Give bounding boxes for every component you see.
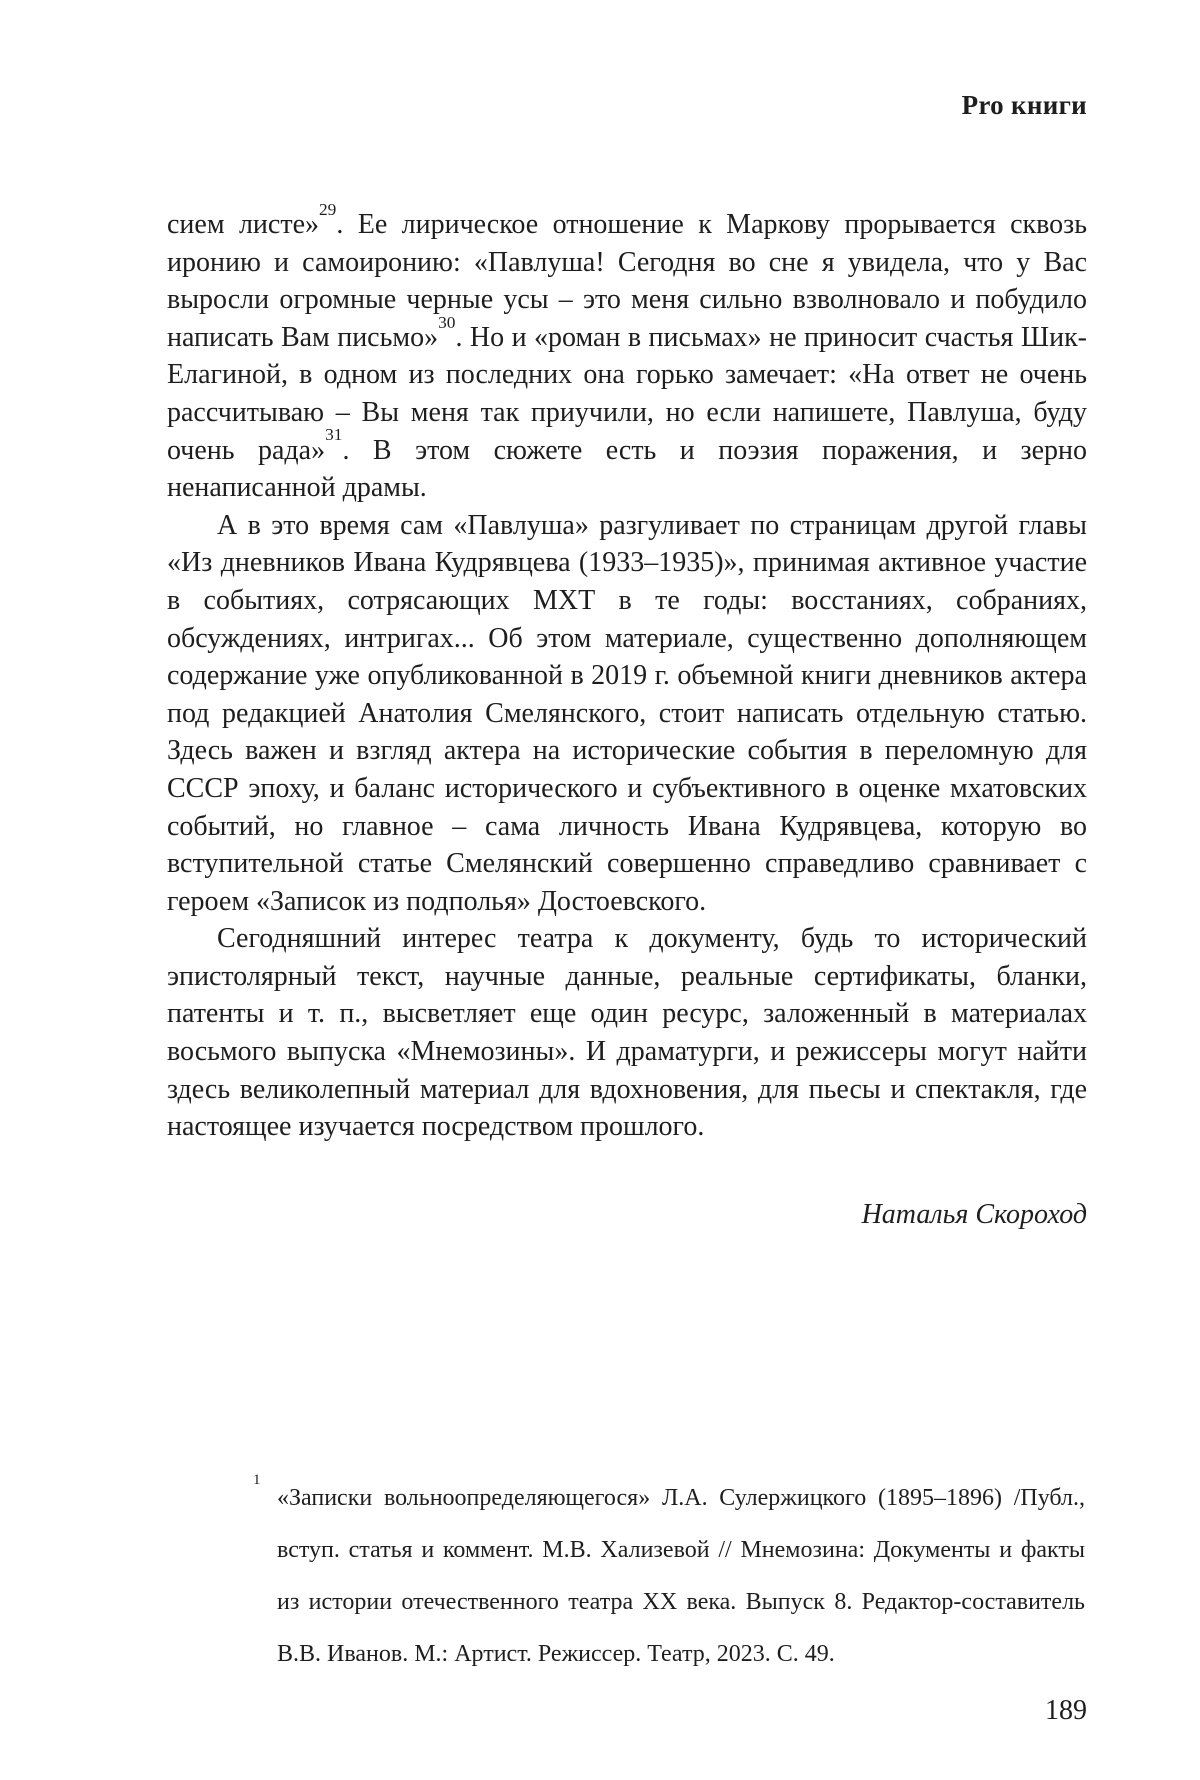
footnote-text: «Записки вольноопределяющегося» Л.А. Сулержицкого (1895–1896) /Публ., вступ. статья и коммент. М.В. Хализевой // Мнемозина: Документы и факты из истории отечественного театра XX века. Выпуск 8. Редактор-составитель В.В. Иванов. М.: Артист. Режиссер. Театр, 2023. С. 49. bbox=[277, 1485, 1085, 1667]
page-number: 189 bbox=[1045, 1695, 1087, 1726]
footnote-reference: 31 bbox=[325, 425, 343, 445]
footnote: 1 «Записки вольноопределяющегося» Л.А. Сулержицкого (1895–1896) /Публ., вступ. статья и коммент. М.В. Хализевой // Мнемозина: Документы и факты из истории отечественного театра XX века. Выпуск 8. Редактор-составитель В.В. Иванов. М.: Артист. Режиссер. Театр, 2023. С. 49. bbox=[253, 1472, 1085, 1667]
paragraph: Сегодняшний интерес театра к документу, будь то исторический эпистолярный текст, научные данные, реальные сертификаты, бланки, патенты и т. п., высветляет еще один ресурс, заложенный в материалах восьмого выпуска «Мнемозины». И драматурги, и режиссеры могут найти здесь великолепный материал для вдохновения, для пьесы и спектакля, где настоящее изучается посредством прошлого. bbox=[167, 923, 1087, 1143]
footnote-reference: 29 bbox=[319, 199, 337, 219]
running-header: Pro книги bbox=[961, 90, 1087, 120]
author-signature: Наталья Скороход bbox=[861, 1198, 1087, 1230]
footnote-reference: 30 bbox=[438, 312, 456, 332]
article-body bbox=[167, 199, 1087, 1233]
paragraph: А в это время сам «Павлуша» разгуливает по страницам другой главы «Из дневников Ивана Кудрявцева (1933–1935)», принимая активное участие в событиях, сотрясающих МХТ в те годы: восстаниях, собраниях, обсуждениях, интригах... Об этом материале, существенно дополняющем содержание уже опубликованной в 2019 г. объемной книги дневников актера под редакцией Анатолия Смелянского, стоит написать отдельную статью. Здесь важен и взгляд актера на исторические события в переломную для СССР эпоху, и баланс исторического и субъективного в оценке мхатовских событий, но главное – сама личность Ивана Кудрявцева, которую во вступительной статье Смелянский совершенно справедливо сравнивает с героем «Записок из подполья» Достоевского. bbox=[167, 509, 1087, 917]
paragraph: сием листе»$^{29}$. Ее лирическое отношение к Маркову прорывается сквозь иронию и самоиронию: «Павлуша! Сегодня во сне я увидела, что у Вас выросли огромные черные усы – это меня сильно взволновало и побудило написать Вам письмо»$^{30}$. Но и «роман в письмах» не приносит счастья Шик-Елагиной, в одном из последних она горько замечает: «На ответ не очень рассчитываю – Вы меня так приучили, но если напишете, Павлуша, буду очень рада»$^{31}$. В этом сюжете есть и поэзия поражения, и зерно ненаписанной драмы. bbox=[167, 199, 1087, 504]
